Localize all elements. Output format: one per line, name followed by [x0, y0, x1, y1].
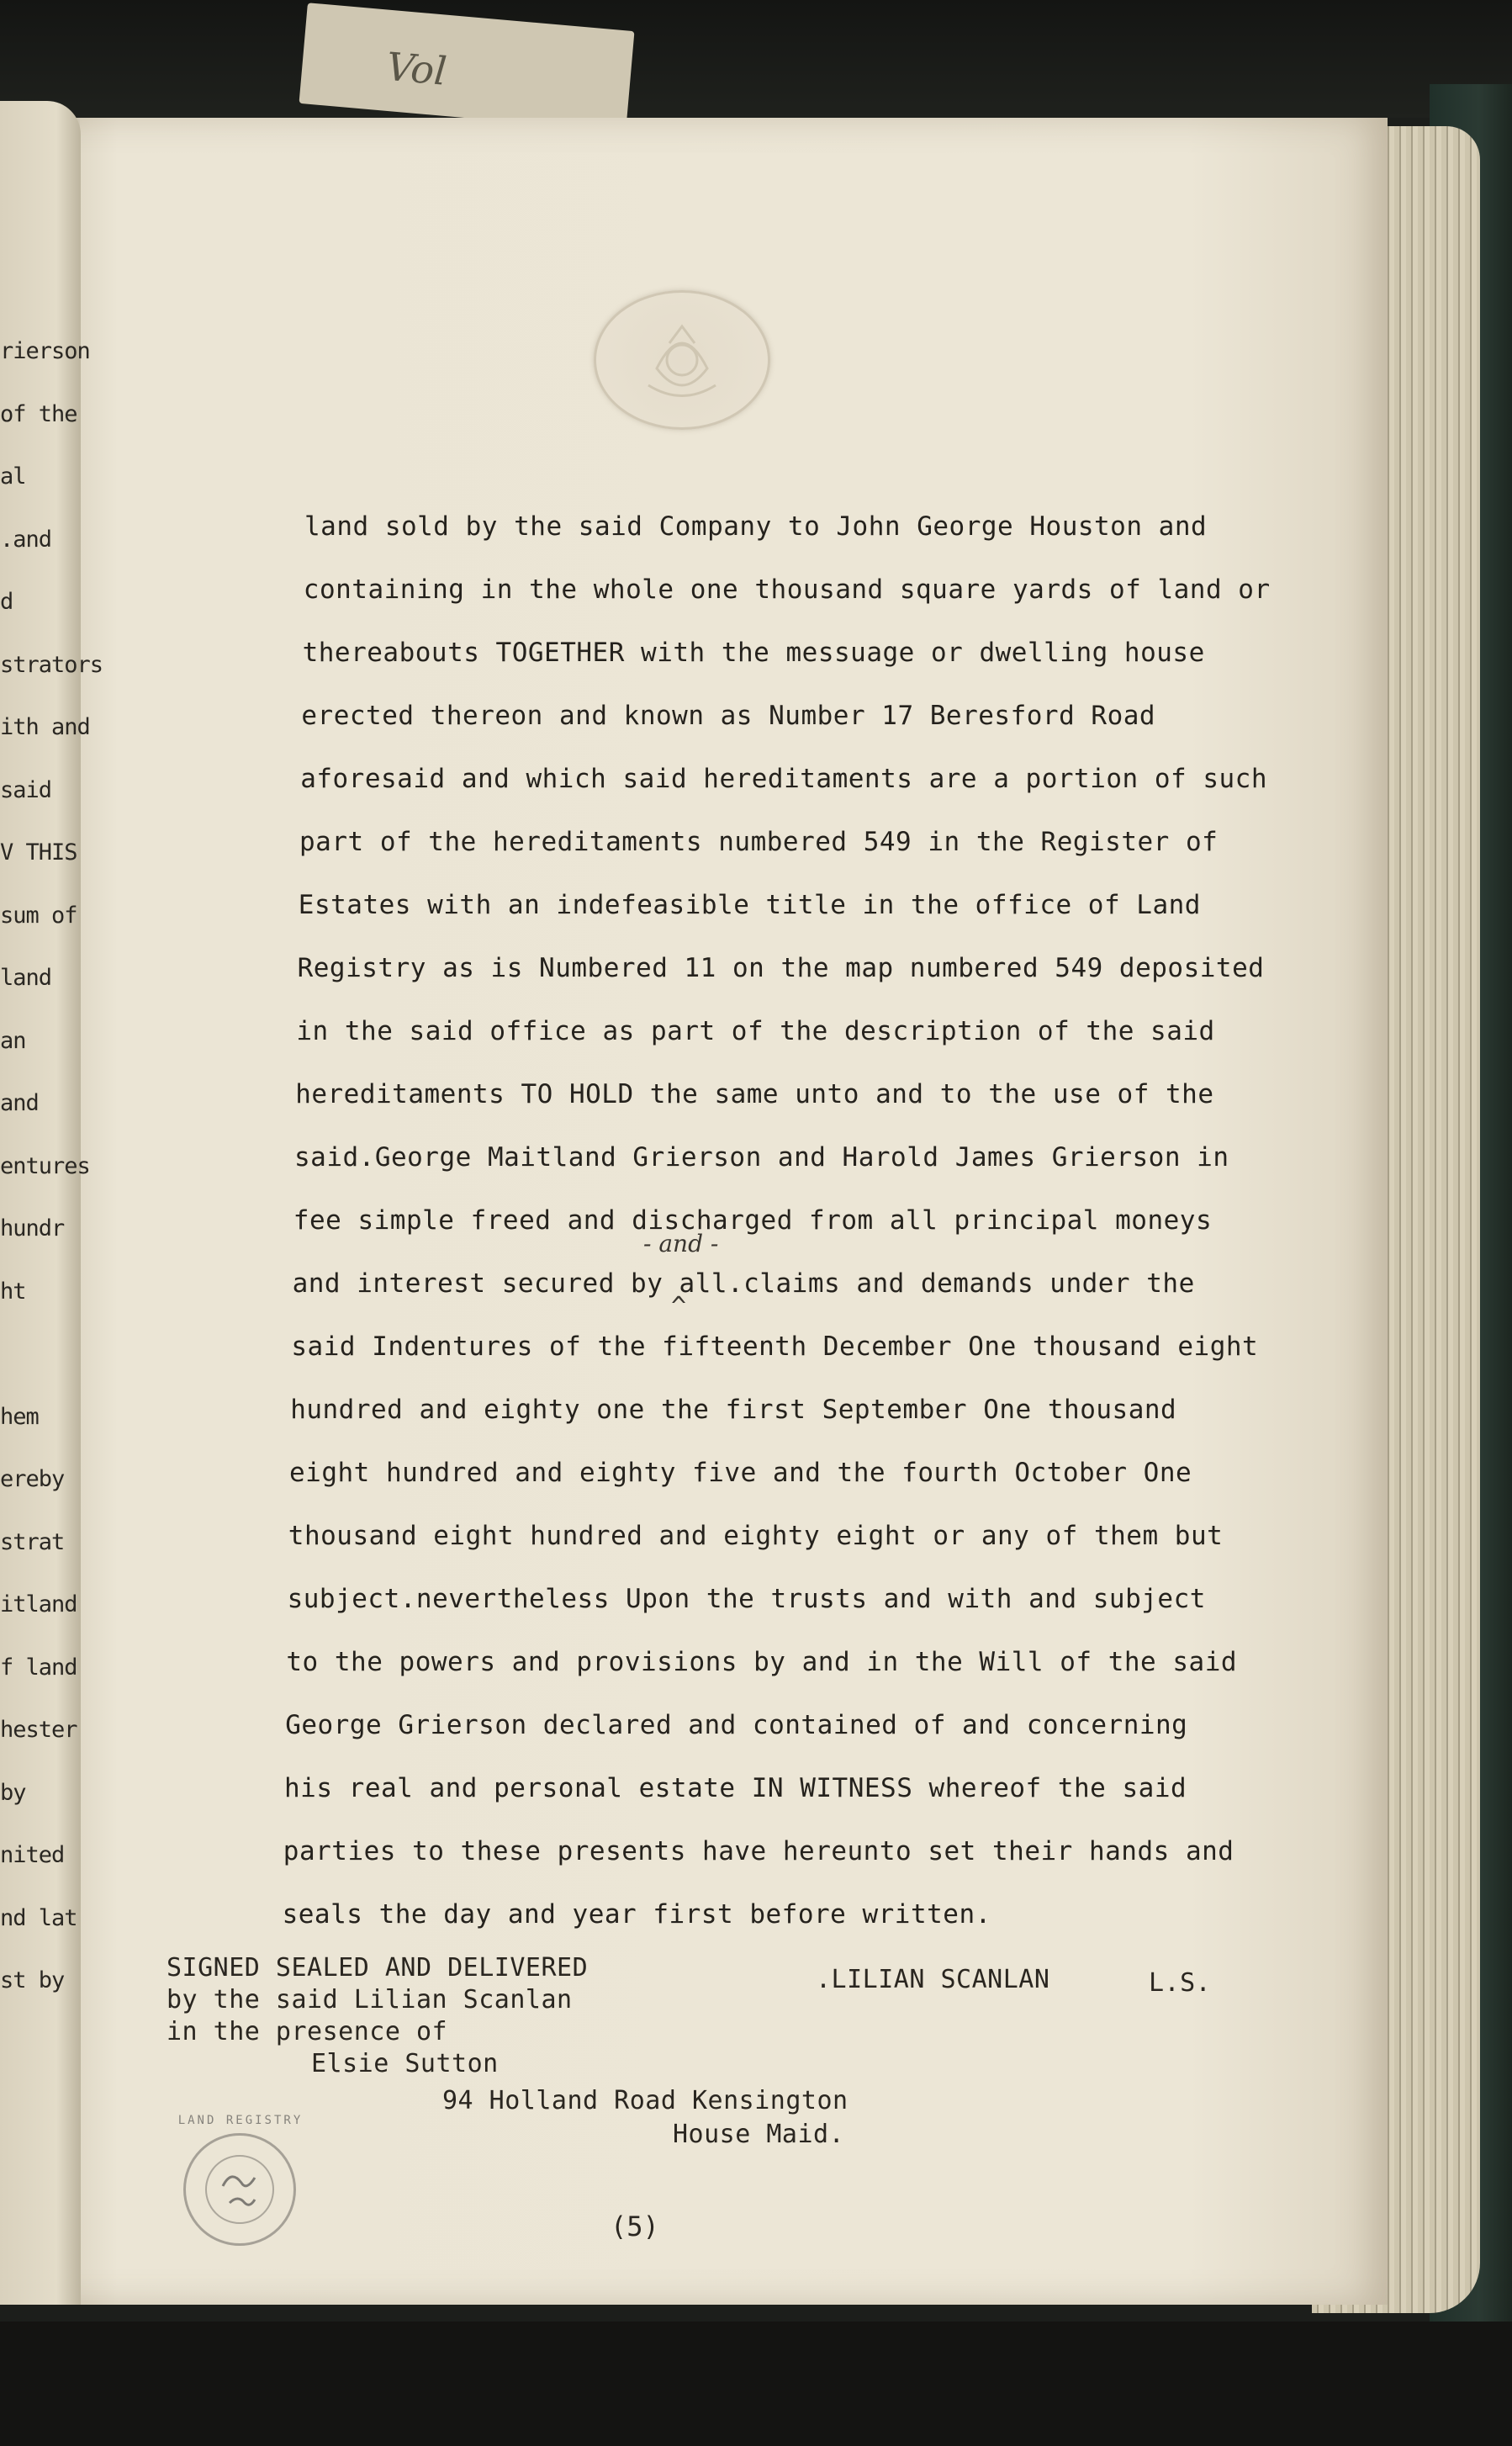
land-registry-stamp	[177, 2114, 304, 2246]
left-page-text: hundr	[0, 1215, 65, 1242]
left-page-text: al	[0, 463, 26, 490]
left-page-text: ith and	[0, 714, 90, 740]
left-page-text: sum of	[0, 902, 77, 929]
deed-line: to the powers and provisions by and in the Will of the said	[286, 1647, 1238, 1677]
left-page-text: strators	[0, 651, 103, 678]
left-page-text: ht	[0, 1278, 26, 1305]
deed-line: subject.nevertheless Upon the trusts and with and subject	[287, 1584, 1206, 1614]
attestation-line-1: SIGNED SEALED AND DELIVERED	[167, 1953, 589, 1983]
deed-line: containing in the whole one thousand square yards of land or	[303, 574, 1271, 605]
deed-line: said.George Maitland Grierson and Harold James Grierson in	[294, 1142, 1229, 1173]
deed-line: thereabouts TOGETHER with the messuage or dwelling house	[302, 638, 1205, 668]
locus-sigilli: L.S.	[1149, 1968, 1212, 1998]
witness-name: Elsie Sutton	[311, 2049, 499, 2078]
left-page-text: .and	[0, 526, 52, 553]
left-page-text: rierson	[0, 338, 90, 364]
deed-line: parties to these presents have hereunto set their hands and	[283, 1836, 1234, 1866]
left-page-text: nd lat	[0, 1904, 77, 1931]
deed-line: George Grierson declared and contained of and concerning	[285, 1710, 1188, 1740]
left-page-text: hem	[0, 1403, 39, 1430]
deed-line: hereditaments TO HOLD the same unto and to the use of the	[295, 1079, 1214, 1109]
left-page-text: ereby	[0, 1466, 65, 1492]
deed-line: Registry as is Numbered 11 on the map numbered 549 deposited	[297, 953, 1265, 983]
deed-line: aforesaid and which said hereditaments are a portion of such	[300, 764, 1268, 794]
left-page-text: V THIS	[0, 839, 77, 866]
top-background	[0, 0, 1512, 118]
witness-occupation: House Maid.	[673, 2120, 845, 2149]
page-number: (5)	[611, 2210, 659, 2242]
stamp-text: LAND REGISTRY	[177, 2114, 304, 2127]
deed-line: erected thereon and known as Number 17 Beresford Road	[301, 701, 1156, 731]
left-page-text: f land	[0, 1654, 77, 1681]
volume-tab-label: Vol	[384, 43, 449, 94]
left-page-text: and	[0, 1090, 39, 1116]
deed-line: thousand eight hundred and eighty eight or any of them but	[288, 1521, 1224, 1551]
left-page-text: entures	[0, 1152, 90, 1179]
signatory-name: .LILIAN SCANLAN	[816, 1965, 1050, 1994]
bottom-background	[0, 2322, 1512, 2446]
insertion-caret: ^	[671, 1292, 687, 1321]
left-page-text: st by	[0, 1967, 65, 1993]
deed-line: fee simple freed and discharged from all principal moneys	[293, 1205, 1213, 1236]
left-page-text: itland	[0, 1591, 77, 1617]
deed-line: in the said office as part of the description of the said	[296, 1016, 1215, 1046]
left-page-text: d	[0, 589, 13, 615]
deed-line: Estates with an indefeasible title in the office of Land	[298, 890, 1201, 920]
left-page-text: land	[0, 965, 52, 991]
deed-line: and interest secured by all.claims and demands under the	[292, 1268, 1195, 1299]
left-page-text: strat	[0, 1528, 65, 1555]
left-page-text: an	[0, 1027, 26, 1054]
deed-line: said Indentures of the fifteenth December One thousand eight	[291, 1332, 1259, 1362]
left-page-text: said	[0, 776, 52, 803]
deed-line: land sold by the said Company to John George Houston and	[304, 511, 1208, 542]
embossed-seal	[594, 290, 770, 430]
deed-line: seals the day and year first before written.	[282, 1899, 991, 1930]
left-page-fragment	[0, 101, 103, 2305]
left-page-text: hester	[0, 1717, 77, 1743]
deed-line: eight hundred and eighty five and the fourth October One	[289, 1458, 1192, 1488]
deed-line: hundred and eighty one the first September One thousand	[290, 1395, 1177, 1425]
left-page-text: nited	[0, 1842, 65, 1868]
left-page-text: of the	[0, 400, 77, 427]
deed-line: part of the hereditaments numbered 549 in the Register of	[299, 827, 1219, 857]
handwritten-insertion: - and -	[643, 1230, 719, 1257]
deed-line: his real and personal estate IN WITNESS whereof the said	[284, 1773, 1187, 1803]
left-page-text: by	[0, 1779, 26, 1806]
witness-address: 94 Holland Road Kensington	[442, 2086, 849, 2115]
attestation-line-2: by the said Lilian Scanlan	[167, 1985, 573, 2015]
attestation-line-3: in the presence of	[167, 2017, 448, 2046]
